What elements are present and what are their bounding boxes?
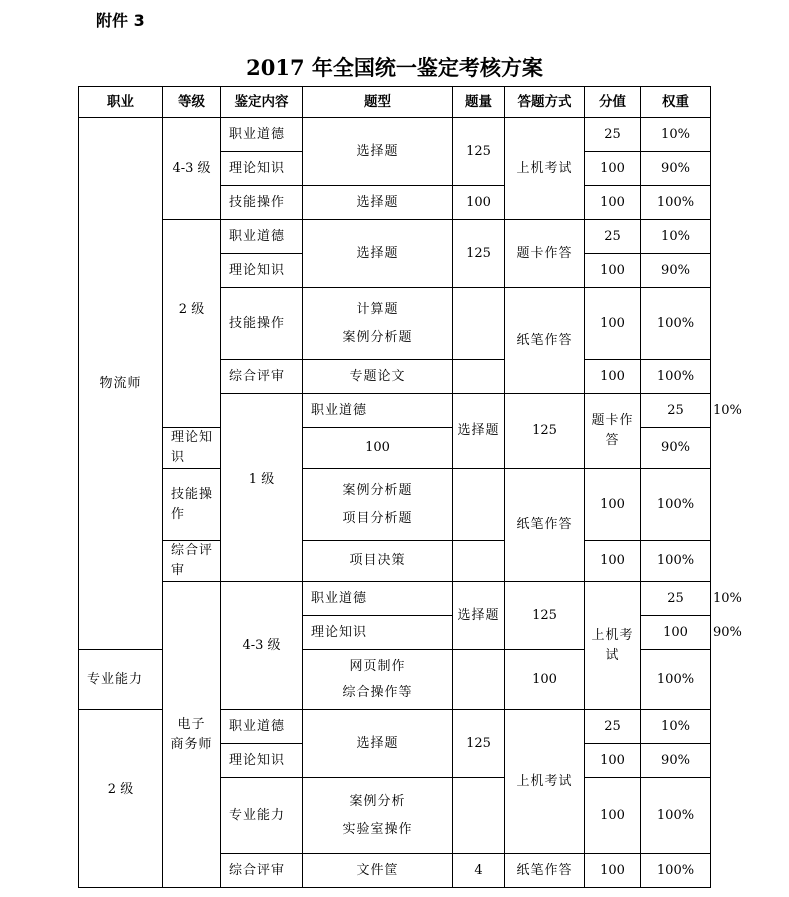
type-cell: 文件筐 (303, 854, 453, 888)
weight-cell: 10% (641, 710, 711, 744)
header-row (79, 87, 711, 118)
weight-cell: 100% (641, 778, 711, 854)
header-content: 鉴定内容 (221, 87, 303, 118)
table-row: 理论知识 100 90% (79, 616, 711, 650)
weight-cell: 100% (641, 854, 711, 888)
table-row: 1 级 职业道德 选择题 125 题卡作答 25 10% (79, 394, 711, 428)
count-cell: 125 (453, 710, 505, 778)
header-level: 等级 (163, 87, 221, 118)
method-cell: 题卡作答 (505, 220, 585, 288)
count-cell (453, 288, 505, 360)
type-cell (303, 778, 453, 854)
type-cell: 选择题 (303, 220, 453, 288)
score-cell: 100 (585, 744, 641, 778)
type-cell: 选择题 (453, 394, 505, 469)
type-line: 实验室操作 (342, 821, 413, 837)
content-cell: 职业道德 (303, 582, 453, 616)
weight-cell: 100% (641, 288, 711, 360)
header-score: 分值 (585, 87, 641, 118)
method-cell: 纸笔作答 (505, 288, 585, 394)
content-cell: 综合评审 (163, 541, 221, 582)
content-cell: 职业道德 (221, 118, 303, 152)
type-cell: 选择题 (303, 710, 453, 778)
level-cell: 4-3 级 (163, 118, 221, 220)
count-cell (453, 778, 505, 854)
method-cell: 上机考试 (505, 118, 585, 220)
weight-cell: 90% (641, 744, 711, 778)
header-type: 题型 (303, 87, 453, 118)
table-row (79, 118, 711, 152)
header-weight: 权重 (641, 87, 711, 118)
type-cell: 选择题 (303, 186, 453, 220)
score-cell: 100 (585, 541, 641, 582)
job-logistics: 物流师 (79, 118, 163, 650)
content-cell: 理论知识 (221, 744, 303, 778)
content-cell: 综合评审 (221, 360, 303, 394)
method-cell: 纸笔作答 (505, 469, 585, 582)
score-cell: 25 (585, 118, 641, 152)
content-cell: 技能操作 (221, 186, 303, 220)
type-cell: 项目决策 (303, 541, 453, 582)
count-cell: 4 (453, 854, 505, 888)
count-cell (453, 469, 505, 541)
method-cell: 纸笔作答 (505, 854, 585, 888)
table-row (79, 541, 711, 582)
weight-cell: 90% (641, 152, 711, 186)
score-cell: 25 (585, 710, 641, 744)
table-row (79, 469, 711, 541)
content-cell: 理论知识 (221, 152, 303, 186)
type-line: 网页制作 (349, 658, 406, 674)
weight-cell: 100% (641, 650, 711, 710)
weight-cell: 100% (641, 360, 711, 394)
assessment-table (78, 86, 742, 888)
score-cell: 100 (585, 254, 641, 288)
type-cell: 选择题 (453, 582, 505, 650)
weight-cell: 100% (641, 186, 711, 220)
weight-cell: 10% (641, 118, 711, 152)
content-cell: 专业能力 (221, 778, 303, 854)
table-row: 电子 商务师 4-3 级 职业道德 选择题 125 上机考试 25 10% (79, 582, 711, 616)
count-cell (453, 650, 505, 710)
content-cell: 理论知识 (163, 428, 221, 469)
method-cell: 题卡作答 (585, 394, 641, 469)
count-cell: 125 (505, 582, 585, 650)
level-cell: 2 级 (79, 710, 163, 888)
level-cell: 1 级 (221, 394, 303, 582)
count-cell: 100 (453, 186, 505, 220)
score-cell: 100 (585, 854, 641, 888)
score-cell: 100 (585, 152, 641, 186)
attachment-label: 附件 3 (96, 11, 145, 30)
type-line: 案例分析 (349, 793, 406, 809)
score-cell: 100 (585, 469, 641, 541)
header-count: 题量 (453, 87, 505, 118)
method-cell: 上机考试 (505, 710, 585, 854)
content-cell: 综合评审 (221, 854, 303, 888)
type-line: 计算题 (356, 301, 399, 317)
score-cell: 25 (641, 582, 711, 616)
type-cell: 专题论文 (303, 360, 453, 394)
count-cell (453, 541, 505, 582)
score-cell: 100 (585, 186, 641, 220)
score-cell: 100 (585, 288, 641, 360)
content-cell: 理论知识 (303, 616, 453, 650)
type-cell (303, 650, 453, 710)
type-line: 项目分析题 (342, 510, 413, 526)
content-cell: 职业道德 (303, 394, 453, 428)
table-row (79, 220, 711, 254)
weight-cell: 100% (641, 469, 711, 541)
job-line: 电子 (177, 716, 206, 732)
weight-cell: 100% (641, 541, 711, 582)
count-cell (453, 360, 505, 394)
score-cell: 100 (641, 616, 711, 650)
score-cell: 100 (303, 428, 453, 469)
count-cell: 125 (453, 118, 505, 186)
header-method: 答题方式 (505, 87, 585, 118)
count-cell: 125 (453, 220, 505, 288)
type-cell (303, 288, 453, 360)
score-cell: 25 (641, 394, 711, 428)
content-cell: 理论知识 (221, 254, 303, 288)
content-cell: 职业道德 (221, 220, 303, 254)
level-cell: 4-3 级 (221, 582, 303, 710)
weight-cell: 10% (641, 220, 711, 254)
score-cell: 100 (585, 778, 641, 854)
level-cell: 2 级 (163, 220, 221, 428)
method-cell: 上机考试 (585, 582, 641, 710)
weight-cell: 90% (641, 428, 711, 469)
type-line: 案例分析题 (342, 329, 413, 345)
score-cell: 25 (585, 220, 641, 254)
type-cell (303, 469, 453, 541)
type-cell: 选择题 (303, 118, 453, 186)
type-line: 案例分析题 (342, 482, 413, 498)
header-job: 职业 (79, 87, 163, 118)
document-title: 2017 年全国统一鉴定考核方案 (246, 55, 543, 80)
content-cell: 专业能力 (79, 650, 163, 710)
weight-cell: 90% (641, 254, 711, 288)
job-line: 商务师 (170, 736, 213, 752)
content-cell: 职业道德 (221, 710, 303, 744)
content-cell: 技能操作 (163, 469, 221, 541)
content-cell: 技能操作 (221, 288, 303, 360)
count-cell: 125 (505, 394, 585, 469)
score-cell: 100 (505, 650, 585, 710)
job-ecommerce (163, 582, 221, 888)
type-line: 综合操作等 (342, 684, 413, 700)
score-cell: 100 (585, 360, 641, 394)
